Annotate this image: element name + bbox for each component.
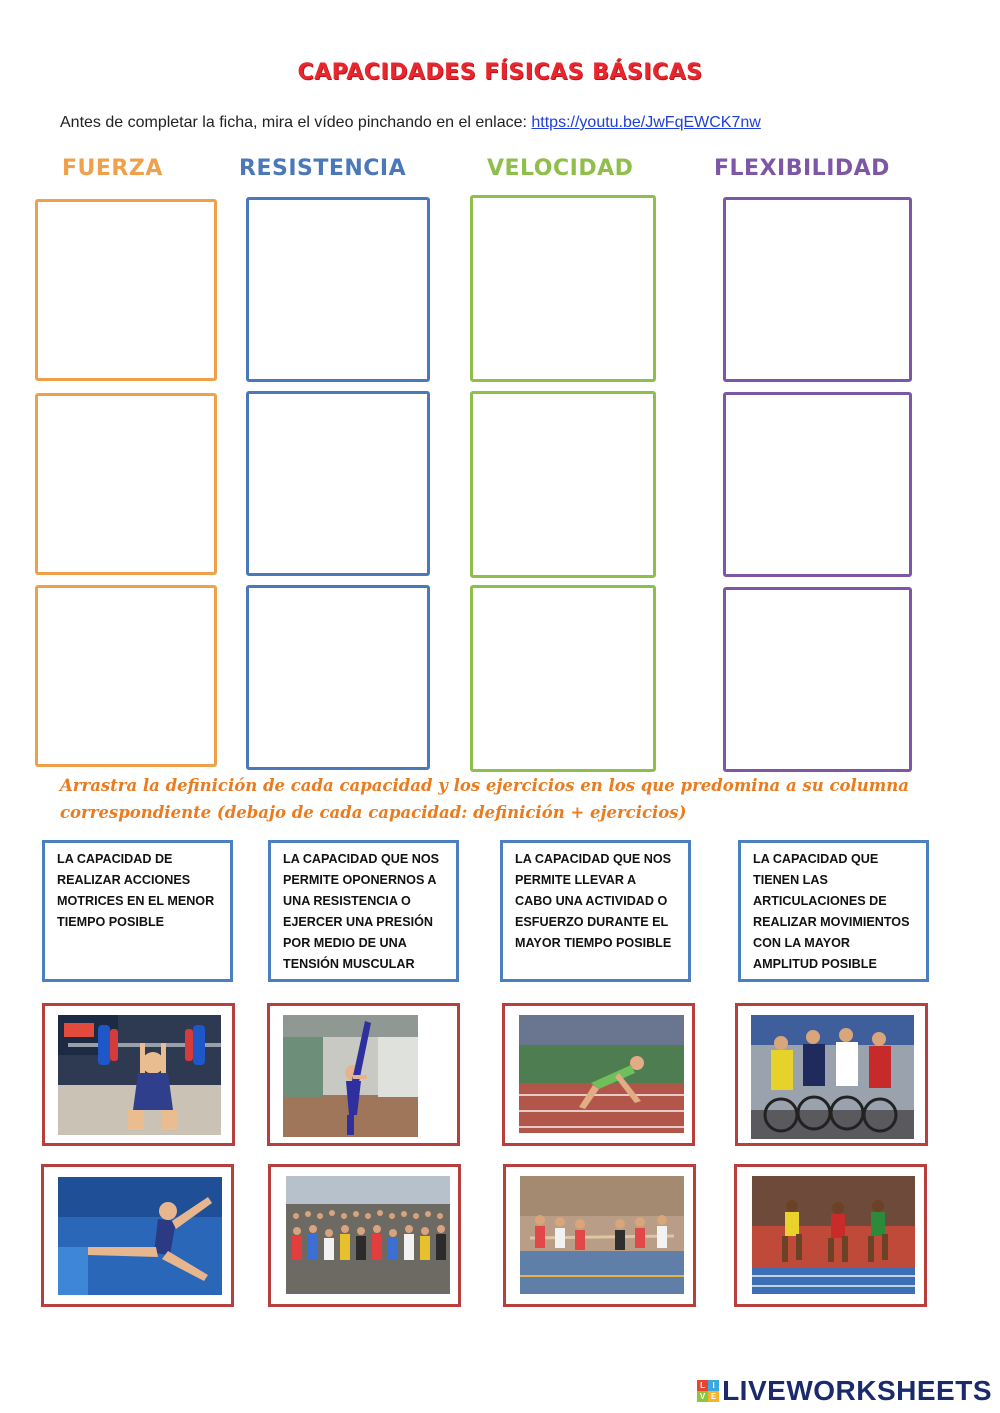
- image-card-sprinter[interactable]: [502, 1003, 695, 1146]
- definition-card-2[interactable]: [268, 840, 459, 982]
- drop-zone-fuerza-1[interactable]: [35, 199, 217, 381]
- definition-card-3[interactable]: [500, 840, 691, 982]
- definition-card-4[interactable]: [738, 840, 929, 982]
- brand-name: LIVEWORKSHEETS: [722, 1375, 992, 1406]
- heading-resistencia: RESISTENCIA: [239, 156, 407, 181]
- definition-text: LA CAPACIDAD QUE TIENEN LAS ARTICULACIONES DE REALIZAR MOVIMIENTOS CON LA MAYOR AMPLITUD POSIBLE: [753, 852, 910, 971]
- image-card-sprint-race[interactable]: [734, 1164, 927, 1307]
- sprint-race-icon: [752, 1176, 915, 1294]
- image-card-gymnast-split[interactable]: [267, 1003, 460, 1146]
- heading-flexibilidad: FLEXIBILIDAD: [714, 156, 890, 181]
- definition-text: LA CAPACIDAD QUE NOS PERMITE OPONERNOS A UNA RESISTENCIA O EJERCER UNA PRESIÓN POR MEDIO DE UNA TENSIÓN MUSCULAR: [283, 852, 440, 971]
- image-card-cyclists[interactable]: [735, 1003, 928, 1146]
- image-card-weightlifting[interactable]: [42, 1003, 235, 1146]
- heading-velocidad: VELOCIDAD: [487, 156, 634, 181]
- drop-zone-velocidad-1[interactable]: [470, 195, 656, 382]
- tug-of-war-icon: [520, 1176, 684, 1294]
- drop-zone-resistencia-2[interactable]: [246, 391, 430, 576]
- definition-text: LA CAPACIDAD QUE NOS PERMITE LLEVAR A CABO UNA ACTIVIDAD O ESFUERZO DURANTE EL MAYOR TIEMPO POSIBLE: [515, 852, 672, 950]
- heading-fuerza: FUERZA: [62, 156, 163, 181]
- image-card-gymnastics-leap[interactable]: [41, 1164, 234, 1307]
- gymnastics-leap-icon: [58, 1177, 222, 1295]
- marathon-crowd-icon: [286, 1176, 450, 1294]
- page-title: CAPACIDADES FÍSICAS BÁSICAS: [297, 60, 703, 85]
- definition-card-1[interactable]: [42, 840, 233, 982]
- drop-zone-flexibilidad-1[interactable]: [723, 197, 912, 382]
- definition-text: LA CAPACIDAD DE REALIZAR ACCIONES MOTRICES EN EL MENOR TIEMPO POSIBLE: [57, 852, 215, 929]
- gymnast-split-icon: [283, 1015, 418, 1137]
- drop-zone-velocidad-2[interactable]: [470, 391, 656, 578]
- instruction-text: Arrastra la definición de cada capacidad y los ejercicios en los que predomina a su columna correspondiente (debajo de cada capacidad: definición + ejercicios): [60, 776, 909, 822]
- intro-label: Antes de completar la ficha, mira el vídeo pinchando en el enlace:: [60, 114, 532, 131]
- brand-grid-icon: L I V E: [697, 1380, 719, 1402]
- drop-zone-fuerza-2[interactable]: [35, 393, 217, 575]
- image-card-tug-of-war[interactable]: [503, 1164, 696, 1307]
- liveworksheets-logo: [697, 1375, 992, 1407]
- drop-zone-fuerza-3[interactable]: [35, 585, 217, 767]
- drop-zone-resistencia-3[interactable]: [246, 585, 430, 770]
- drop-zone-velocidad-3[interactable]: [470, 585, 656, 772]
- drop-zone-flexibilidad-2[interactable]: [723, 392, 912, 577]
- weightlifting-icon: [58, 1015, 221, 1135]
- cyclists-race-icon: [751, 1015, 914, 1139]
- video-link[interactable]: https://youtu.be/JwFqEWCK7nw: [531, 114, 761, 131]
- intro-text: [60, 114, 761, 132]
- drop-zone-resistencia-1[interactable]: [246, 197, 430, 382]
- drop-zone-flexibilidad-3[interactable]: [723, 587, 912, 772]
- sprinter-start-icon: [519, 1015, 684, 1133]
- image-card-marathon[interactable]: [268, 1164, 461, 1307]
